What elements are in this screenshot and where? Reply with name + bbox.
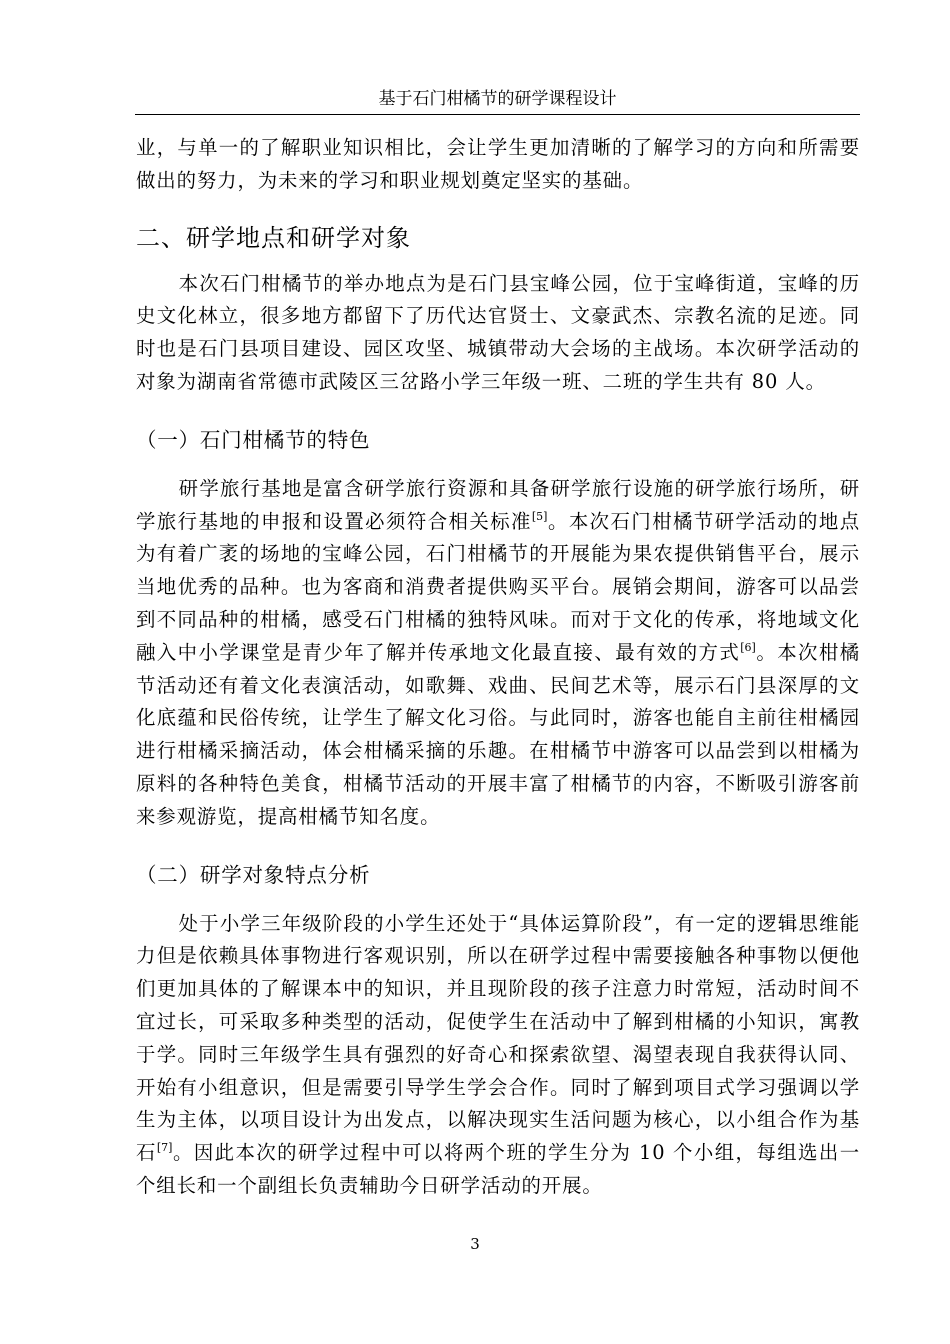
subsection-1-paragraph <box>136 473 860 834</box>
citation-7: [7] <box>156 1141 173 1155</box>
subsection-1-text-part3: 。本次柑橘节活动还有着文化表演活动，如歌舞、戏曲、民间艺术等，展示石门县深厚的文化底蕴和民俗传统，让学生了解文化习俗。与此同时，游客也能自主前往柑橘园进行柑橘采摘活动，体会柑橘采摘的乐趣。在柑橘节中游客可以品尝到以柑橘为原料的各种特色美食，柑橘节活动的开展丰富了柑橘节的内容，不断吸引游客前来参观游览，提高柑橘节知名度。 <box>136 640 861 828</box>
subsection-heading-2: （二）研学对象特点分析 <box>136 862 371 887</box>
subsection-2-text-part2: 。因此本次的研学过程中可以将两个班的学生分为 10 个小组，每组选出一个组长和一个副组长负责辅助今日研学活动的开展。 <box>136 1141 861 1197</box>
subsection-heading-1: （一）石门柑橘节的特色 <box>136 427 371 452</box>
running-header-title: 基于石门柑橘节的研学课程设计 <box>378 89 617 109</box>
subsection-2-paragraph <box>136 908 860 1203</box>
page-body <box>136 132 860 1203</box>
page-number: 3 <box>470 1235 480 1253</box>
citation-5: [5] <box>531 509 548 523</box>
subsection-1-text-part1: 研学旅行基地是富含研学旅行资源和具备研学旅行设施的研学旅行场所，研学旅行基地的申报和设置必须符合相关标准 <box>136 476 860 533</box>
subsection-2-text-part1: 处于小学三年级阶段的小学生还处于“具体运算阶段”，有一定的逻辑思维能力但是依赖具体事物进行客观识别，所以在研学过程中需要接触各种事物以便他们更加具体的了解课本中的知识，并且现阶段的孩子注意力时常短，活动时间不宜过长，可采取多种类型的活动，促使学生在活动中了解到柑橘的小知识，寓教于学。同时三年级学生具有强烈的好奇心和探索欲望、渴望表现自我获得认同、开始有小组意识，但是需要引导学生学会合作。同时了解到项目式学习强调以学生为主体，以项目设计为出发点，以解决现实生活问题为核心，以小组合作为基石 <box>136 911 860 1165</box>
subsection-1-text-part2: 。本次石门柑橘节研学活动的地点为有着广袤的场地的宝峰公园，石门柑橘节的开展能为果农提供销售平台，展示当地优秀的品种。也为客商和消费者提供购买平台。展销会期间，游客可以品尝到不同品种的柑橘，感受石门柑橘的独特风味。而对于文化的传承，将地域文化融入中小学课堂是青少年了解并传承地文化最直接、最有效的方式 <box>136 509 860 664</box>
section-2-intro-paragraph: 本次石门柑橘节的举办地点为是石门县宝峰公园，位于宝峰街道，宝峰的历史文化林立，很多地方都留下了历代达官贤士、文豪武杰、宗教名流的足迹。同时也是石门县项目建设、园区攻坚、城镇带动大会场的主战场。本次研学活动的对象为湖南省常德市武陵区三岔路小学三年级一班、二班的学生共有 80 人。 <box>136 271 860 393</box>
section-heading-2: 二、研学地点和研学对象 <box>136 223 411 252</box>
running-header <box>135 88 860 115</box>
continuation-paragraph: 业，与单一的了解职业知识相比，会让学生更加清晰的了解学习的方向和所需要做出的努力，为未来的学习和职业规划奠定坚实的基础。 <box>136 136 860 192</box>
citation-6: [6] <box>740 640 756 654</box>
